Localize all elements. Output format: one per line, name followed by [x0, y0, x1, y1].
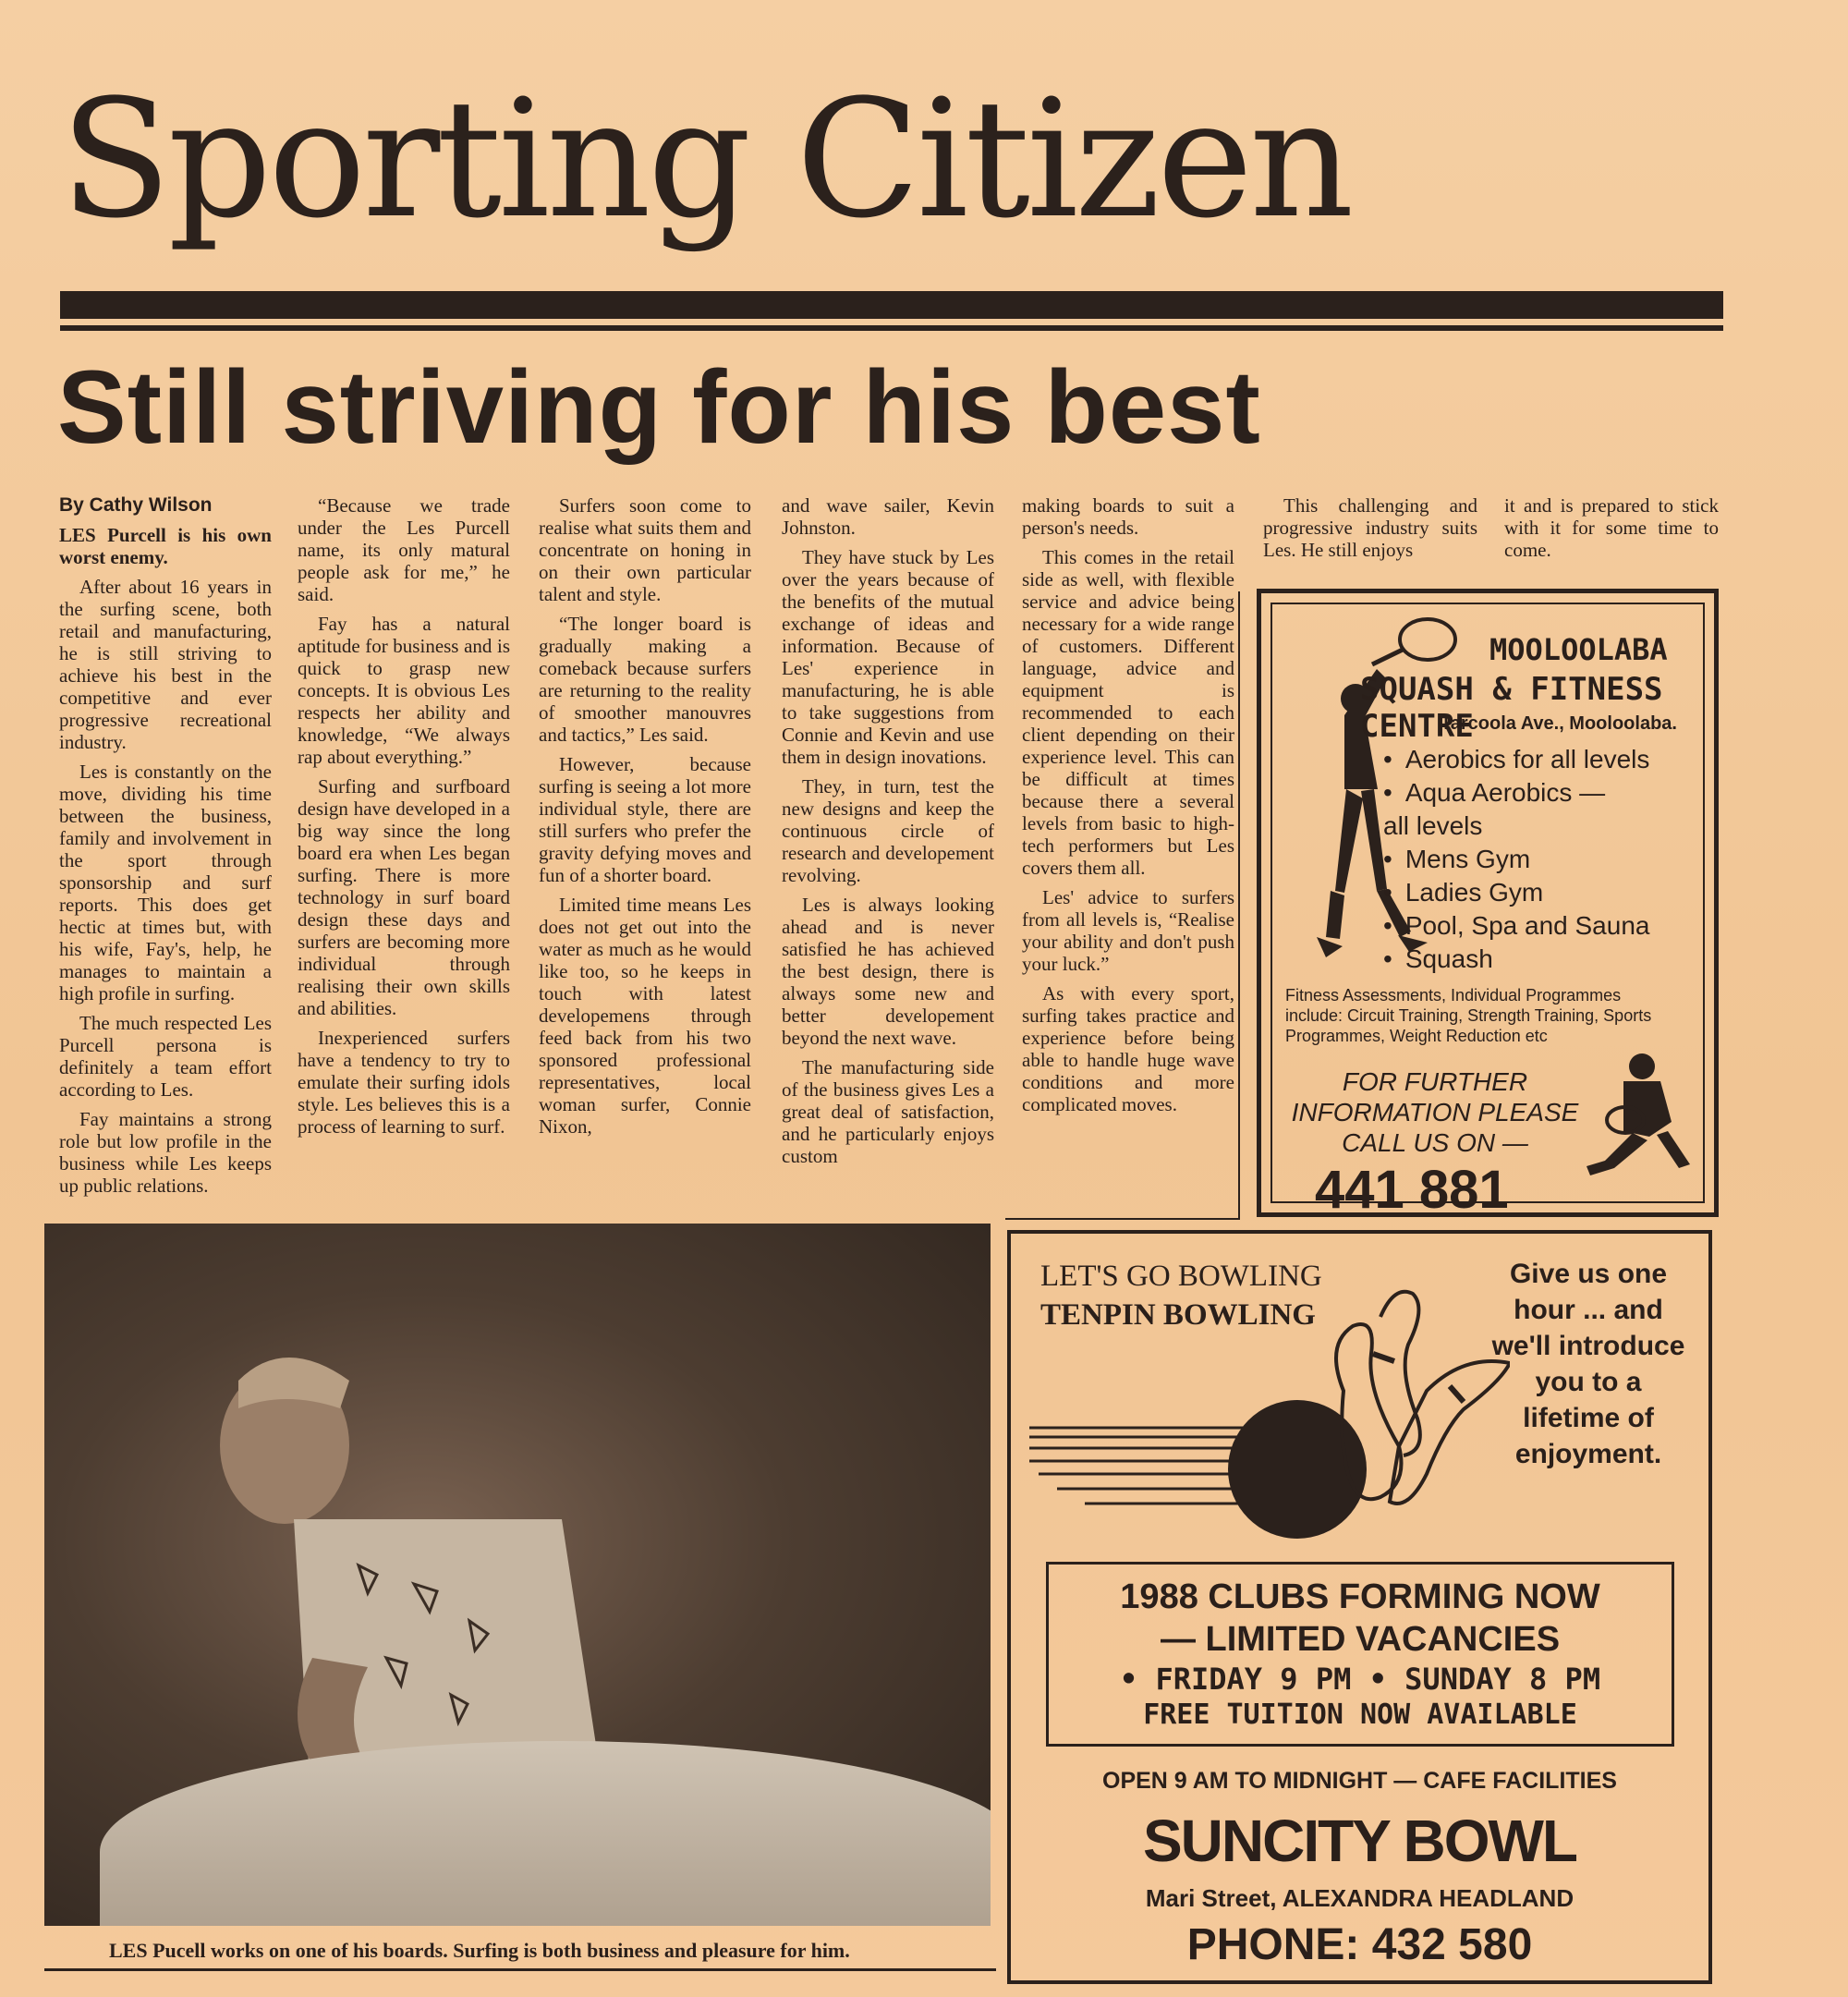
- paragraph: “Because we trade under the Les Purcell name, its only matural people ask for me,” he said.: [298, 494, 510, 605]
- article-column-2: [298, 494, 510, 1138]
- article-column-3: [539, 494, 751, 1138]
- photo-caption: LES Pucell works on one of his boards. Surfing is both business and pleasure for him.: [109, 1939, 850, 1962]
- lead-paragraph: LES Purcell is his own worst enemy.: [59, 524, 272, 568]
- paragraph: Les is always looking ahead and is never satisfied he has achieved the best design, there is always some new and better developement beyond the next wave.: [782, 894, 994, 1049]
- article-column-6: [1263, 494, 1477, 561]
- squash-ad-subtitle: SQUASH & FITNESS CENTRE: [1360, 671, 1663, 745]
- byline: By Cathy Wilson: [59, 494, 213, 516]
- paragraph: Inexperienced surfers have a tendency to try to emulate their surfing idols style. Les believes this is a process of learning to surf.: [298, 1027, 510, 1138]
- paragraph: The manufacturing side of the business gives Les a great deal of satisfaction, and he particularly enjoys custom: [782, 1056, 994, 1167]
- squash-ad-phone: 441 881: [1315, 1160, 1509, 1220]
- bowling-ad-clubs-box: [1046, 1562, 1674, 1747]
- paragraph: Limited time means Les does not get out into the water as much as he would like too, so he keeps in touch with latest developemens through feed back from his two sponsored professional representatives, local woman surfer, Connie Nixon,: [539, 894, 751, 1138]
- paragraph: making boards to suit a person's needs.: [1022, 494, 1234, 539]
- list-item: • Ladies Gym: [1383, 876, 1649, 909]
- bowling-ad-times: • FRIDAY 9 PM • SUNDAY 8 PM: [1119, 1662, 1601, 1697]
- squash-ad-services-list: [1383, 743, 1649, 976]
- paragraph: This comes in the retail side as well, with flexible service and advice being necessary for a wide range of customers. Different language, advice and equipment is recommended to each client depending on their experience level. This can be difficult at times because there a several levels from basic to high-tech performers but Les covers them all.: [1022, 546, 1234, 879]
- tenpin-bowling-ad: [1007, 1230, 1712, 1984]
- bowling-ad-lets-go: LET'S GO BOWLING: [1040, 1260, 1322, 1293]
- bowling-ad-hours: OPEN 9 AM TO MIDNIGHT — CAFE FACILITIES: [1102, 1768, 1617, 1794]
- squash-ad-title: MOOLOOLABA: [1489, 632, 1668, 667]
- paragraph: However, because surfing is seeing a lot more individual style, there are still surfers who prefer the gravity defying moves and fun of a shorter board.: [539, 753, 751, 886]
- paragraph: Surfing and surfboard design have developed in a big way since the long board era when Les began surfing. There is more technology in surf board design these days and surfers are becoming more individual through realising their own skills and abilities.: [298, 775, 510, 1019]
- headline: Still striving for his best: [57, 349, 1261, 465]
- bowling-ad-tenpin: TENPIN BOWLING: [1040, 1298, 1316, 1332]
- paragraph: and wave sailer, Kevin Johnston.: [782, 494, 994, 539]
- paragraph: This challenging and progressive industry suits Les. He still enjoys: [1263, 494, 1477, 561]
- bowling-ad-free-tuition: FREE TUITION NOW AVAILABLE: [1143, 1699, 1577, 1731]
- list-item: • Mens Gym: [1383, 843, 1649, 876]
- squash-ad-small-print: Fitness Assessments, Individual Programmes include: Circuit Training, Strength Training, Sports Programmes, Weight Reduction etc: [1285, 986, 1652, 1045]
- column-divider: [1238, 591, 1240, 1220]
- paragraph: After about 16 years in the surfing scene, both retail and manufacturing, he is still striving to achieve his best in the competitive and ever progressive recreational industry.: [59, 576, 272, 753]
- bowling-ad-clubs-line1: 1988 CLUBS FORMING NOW: [1120, 1577, 1600, 1616]
- article-column-1: [59, 494, 272, 1197]
- bowling-ad-clubs-line2: — LIMITED VACANCIES: [1160, 1620, 1561, 1659]
- bowling-ad-name: SUNCITY BOWL: [1142, 1808, 1577, 1874]
- list-item: • Aqua Aerobics — all levels: [1383, 776, 1623, 843]
- article-column-7: [1504, 494, 1719, 561]
- bowling-ad-phone: PHONE: 432 580: [1186, 1920, 1533, 1969]
- paragraph: They, in turn, test the new designs and keep the continuous circle of research and developement revolving.: [782, 775, 994, 886]
- list-item: • Aerobics for all levels: [1383, 743, 1649, 776]
- caption-rule: [44, 1968, 996, 1971]
- squash-fitness-ad: [1257, 589, 1719, 1220]
- masthead: Sporting Citizen: [60, 65, 1351, 254]
- bowling-ball-and-pins-icon: [1029, 1289, 1510, 1548]
- paragraph: The much respected Les Purcell persona is definitely a team effort according to Les.: [59, 1012, 272, 1101]
- paragraph: it and is prepared to stick with it for some time to come.: [1504, 494, 1719, 561]
- paragraph: Surfers soon come to realise what suits them and concentrate on honing in on their own particular talent and style.: [539, 494, 751, 605]
- masthead-rule-thin: [60, 325, 1723, 331]
- article-column-5: [1022, 494, 1234, 1115]
- paragraph: Les is constantly on the move, dividing his time between the business, family and involvement in the sport through sponsorship and surf reports. This does get hectic at times but, with his wife, Fay's, help, he manages to maintain a high profile in surfing.: [59, 761, 272, 1005]
- squash-ad-address: Tarcoola Ave., Mooloolaba.: [1441, 713, 1677, 734]
- column-divider: [1005, 1218, 1240, 1220]
- bowling-ad-slogan: Give us one hour ... and we'll introduce you to a lifetime of enjoyment.: [1491, 1259, 1685, 1469]
- article-photo: [44, 1224, 991, 1926]
- article-column-4: [782, 494, 994, 1167]
- list-item: • Squash: [1383, 943, 1649, 976]
- footballer-figure-icon: [1568, 1048, 1707, 1187]
- paragraph: Fay has a natural aptitude for business and is quick to grasp new concepts. It is obvious Les respects her ability and knowledge, “We always rap about everything.”: [298, 613, 510, 768]
- paragraph: Fay maintains a strong role but low profile in the business while Les keeps up public relations.: [59, 1108, 272, 1197]
- paragraph: As with every sport, surfing takes practice and experience before being able to handle huge wave conditions and more complicated moves.: [1022, 982, 1234, 1115]
- paragraph: They have stuck by Les over the years because of the benefits of the mutual exchange of ideas and information. Because of Les' experience in manufacturing, he is able to take suggestions from Connie and Kevin and use them in design inovations.: [782, 546, 994, 768]
- paragraph: Les' advice to surfers from all levels is, “Realise your ability and don't push your luck.”: [1022, 886, 1234, 975]
- list-item: • Pool, Spa and Sauna: [1383, 909, 1649, 943]
- masthead-rule-thick: [60, 291, 1723, 319]
- squash-ad-further-info: FOR FURTHER INFORMATION PLEASE CALL US ON —: [1291, 1067, 1579, 1157]
- paragraph: “The longer board is gradually making a comeback because surfers are returning to the reality of smoother manouvres and tactics,” Les said.: [539, 613, 751, 746]
- bowling-ad-address: Mari Street, ALEXANDRA HEADLAND: [1145, 1884, 1574, 1912]
